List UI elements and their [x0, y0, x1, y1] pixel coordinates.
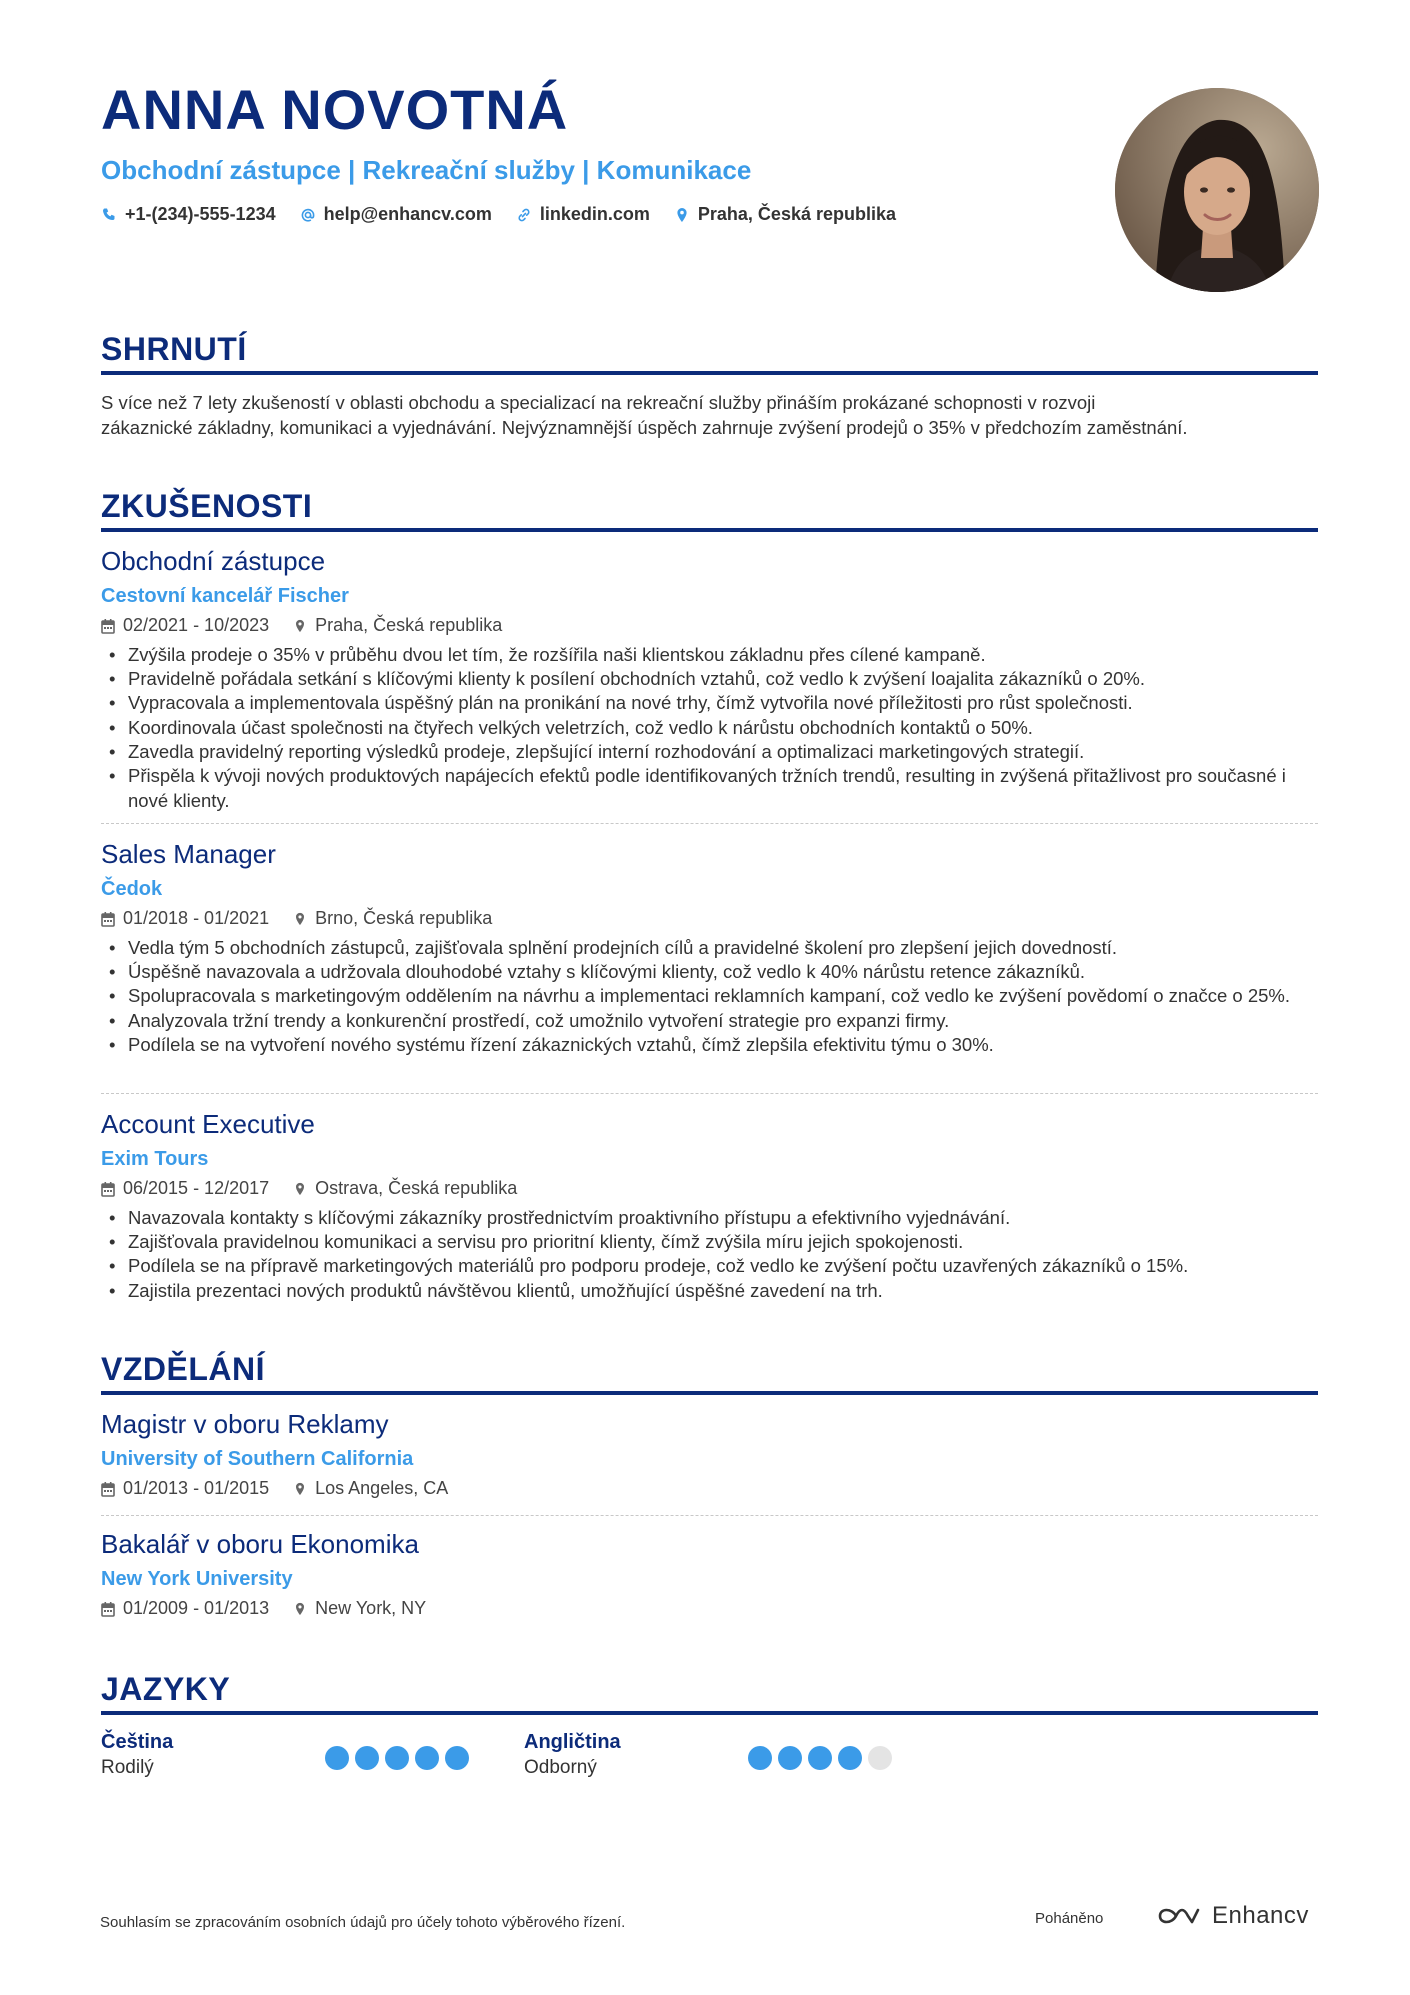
- bullet-item: • Pravidelně pořádala setkání s klíčovými klienty k posílení obchodních vztahů, což vedlo k zvýšení loajalita zákazníků o 20%.: [101, 667, 1318, 691]
- location-pin-icon: [293, 1601, 307, 1617]
- candidate-name: ANNA NOVOTNÁ: [101, 78, 569, 141]
- calendar-icon: [101, 911, 115, 927]
- job-dates: [101, 908, 269, 930]
- bullet-item: • Úspěšně navazovala a udržovala dlouhodobé vztahy s klíčovými klienty, což vedlo k 40% nárůstu retence zákazníků.: [101, 960, 1318, 984]
- bullet-item: • Spolupracovala s marketingovým oddělením na návrhu a implementaci reklamních kampaní, což vedlo ke zvýšení povědomí o značce o 25%.: [101, 984, 1318, 1008]
- language-rating: [748, 1746, 892, 1770]
- language-item: [101, 1730, 521, 1780]
- bullet-list: [101, 643, 1318, 813]
- education-entry: [101, 1529, 1318, 1620]
- linkedin-text: linkedin.com: [539, 204, 650, 224]
- company-name: Cestovní kancelář Fischer: [101, 585, 349, 608]
- job-meta: [101, 615, 1318, 637]
- language-level: Odborný: [524, 1757, 597, 1778]
- rating-dot-filled: [415, 1746, 439, 1770]
- brand-logo[interactable]: [1156, 1902, 1309, 1930]
- summary-line: S více než 7 lety zkušeností v oblasti obchodu a specializací na rekreační služby přináším prokázané schopnosti v rozvoji: [101, 392, 1096, 413]
- section-title-experience: ZKUŠENOSTI: [101, 488, 313, 524]
- consent-text: Souhlasím se zpracováním osobních údajů pro účely tohoto výběrového řízení.: [100, 1914, 626, 1931]
- calendar-icon: [101, 1181, 115, 1197]
- job-dates: [101, 1178, 269, 1200]
- contact-phone[interactable]: [101, 204, 276, 225]
- job-dates: [101, 615, 269, 637]
- location-pin-icon: [293, 911, 307, 927]
- phone-icon: [101, 207, 117, 223]
- powered-by-text: Poháněno: [1035, 1910, 1104, 1927]
- education-location: [293, 1598, 426, 1620]
- entry-divider: [101, 1093, 1318, 1094]
- rating-dot-filled: [838, 1746, 862, 1770]
- location-pin-icon: [293, 1481, 307, 1497]
- bullet-item: • Podílela se na vytvoření nového systému řízení zákaznických vztahů, čímž zlepšila efektivitu týmu o 30%.: [101, 1033, 1318, 1057]
- summary-line: zákaznické základny, komunikaci a vyjednávání. Nejvýznamnější úspěch zahrnuje zvýšení prodejů o 35% v předchozím zaměstnání.: [101, 417, 1188, 438]
- section-rule: [101, 371, 1318, 375]
- experience-entry: [101, 839, 1318, 1057]
- section-rule: [101, 1391, 1318, 1395]
- rating-dot-filled: [445, 1746, 469, 1770]
- location-pin-icon: [293, 618, 307, 634]
- bullet-item: • Přispěla k vývoji nových produktových napájecích efektů podle identifikovaných tržních trendů, resulting in zvýšená přitažlivost pro současné i nové klienty.: [101, 764, 1318, 813]
- contact-row: [101, 204, 896, 225]
- company-name: Exim Tours: [101, 1148, 209, 1171]
- portrait-image: [1115, 88, 1319, 292]
- job-location: [293, 1178, 517, 1200]
- contact-location: [674, 204, 896, 225]
- bullet-item: • Zajišťovala pravidelnou komunikaci a servisu pro prioritní klienty, čímž zvýšila míru jejich spokojenosti.: [101, 1230, 1318, 1254]
- contact-email[interactable]: [300, 204, 492, 225]
- dates-text: 06/2015 - 12/2017: [123, 1178, 270, 1199]
- location-text: New York, NY: [315, 1598, 427, 1619]
- brand-name: Enhancv: [1212, 1902, 1309, 1929]
- calendar-icon: [101, 618, 115, 634]
- education-dates: [101, 1598, 269, 1620]
- calendar-icon: [101, 1481, 115, 1497]
- calendar-icon: [101, 1601, 115, 1617]
- job-title: Sales Manager: [101, 839, 276, 869]
- phone-text: +1-(234)-555-1234: [125, 204, 276, 224]
- location-text: Praha, Česká republika: [315, 615, 503, 636]
- bullet-item: • Analyzovala tržní trendy a konkurenční prostředí, což umožnilo vytvoření strategie pro expanzi firmy.: [101, 1009, 1318, 1033]
- degree-title: Magistr v oboru Reklamy: [101, 1409, 389, 1439]
- section-title-languages: JAZYKY: [101, 1671, 231, 1707]
- bullet-item: • Zvýšila prodeje o 35% v průběhu dvou let tím, že rozšířila naši klientskou základnu přes cílené kampaně.: [101, 643, 1318, 667]
- job-location: [293, 908, 492, 930]
- language-level: Rodilý: [101, 1757, 154, 1778]
- job-title: Account Executive: [101, 1109, 315, 1139]
- bullet-item: • Podílela se na přípravě marketingových materiálů pro podporu prodeje, což vedlo ke zvýšení počtu uzavřených zákazníků o 15%.: [101, 1254, 1318, 1278]
- summary-text: [101, 390, 1318, 440]
- entry-divider: [101, 1515, 1318, 1516]
- bullet-item: • Zavedla pravidelný reporting výsledků prodeje, zlepšující interní rozhodování a optimalizaci marketingových strategií.: [101, 740, 1318, 764]
- language-name: Angličtina: [524, 1731, 621, 1753]
- email-text: help@enhancv.com: [323, 204, 492, 224]
- education-location: [293, 1478, 448, 1500]
- bullet-item: • Vedla tým 5 obchodních zástupců, zajišťovala splnění prodejních cílů a pravidelné školení pro zlepšení jejich dovedností.: [101, 936, 1318, 960]
- section-title-education: VZDĚLÁNÍ: [101, 1351, 265, 1387]
- degree-title: Bakalář v oboru Ekonomika: [101, 1529, 419, 1559]
- job-location: [293, 615, 502, 637]
- dates-text: 02/2021 - 10/2023: [123, 615, 270, 636]
- dates-text: 01/2013 - 01/2015: [123, 1478, 270, 1499]
- rating-dot-filled: [748, 1746, 772, 1770]
- dates-text: 01/2009 - 01/2013: [123, 1598, 270, 1619]
- job-meta: [101, 1178, 1318, 1200]
- company-name: Čedok: [101, 878, 163, 901]
- location-text: Ostrava, Česká republika: [315, 1178, 518, 1199]
- education-dates: [101, 1478, 269, 1500]
- school-name: University of Southern California: [101, 1448, 414, 1471]
- bullet-list: [101, 1206, 1318, 1303]
- bullet-item: • Navazovala kontakty s klíčovými zákazníky prostřednictvím proaktivního přístupu a efektivního vyjednávání.: [101, 1206, 1318, 1230]
- headline: Obchodní zástupce | Rekreační služby | Komunikace: [101, 155, 752, 185]
- enhancv-logo-icon: [1156, 1904, 1202, 1928]
- language-rating: [325, 1746, 469, 1770]
- at-icon: [300, 207, 316, 223]
- job-title: Obchodní zástupce: [101, 546, 326, 576]
- location-text: Los Angeles, CA: [315, 1478, 449, 1499]
- location-pin-icon: [293, 1181, 307, 1197]
- bullet-item: • Zajistila prezentaci nových produktů návštěvou klientů, umožňující úspěšné zavedení na trh.: [101, 1279, 1318, 1303]
- section-rule: [101, 528, 1318, 532]
- profile-photo: [1115, 88, 1319, 292]
- language-item: [524, 1730, 944, 1780]
- school-name: New York University: [101, 1568, 293, 1591]
- education-meta: [101, 1478, 1318, 1500]
- entry-divider: [101, 823, 1318, 824]
- bullet-list: [101, 936, 1318, 1057]
- education-entry: [101, 1409, 1318, 1500]
- rating-dot-filled: [385, 1746, 409, 1770]
- experience-entry: [101, 546, 1318, 813]
- dates-text: 01/2018 - 01/2021: [123, 908, 270, 929]
- rating-dot-filled: [808, 1746, 832, 1770]
- rating-dot-filled: [355, 1746, 379, 1770]
- job-meta: [101, 908, 1318, 930]
- rating-dot-filled: [778, 1746, 802, 1770]
- section-title-summary: SHRNUTÍ: [101, 331, 247, 367]
- rating-dot-empty: [868, 1746, 892, 1770]
- link-icon: [516, 207, 532, 223]
- location-text: Praha, Česká republika: [697, 204, 897, 224]
- section-rule: [101, 1711, 1318, 1715]
- bullet-item: • Vypracovala a implementovala úspěšný plán na pronikání na nové trhy, čímž vytvořila nové příležitosti pro růst společnosti.: [101, 691, 1318, 715]
- rating-dot-filled: [325, 1746, 349, 1770]
- education-meta: [101, 1598, 1318, 1620]
- location-text: Brno, Česká republika: [315, 908, 493, 929]
- contact-linkedin[interactable]: [516, 204, 650, 225]
- location-pin-icon: [674, 207, 690, 223]
- experience-entry: [101, 1109, 1318, 1303]
- bullet-item: • Koordinovala účast společnosti na čtyřech velkých veletrzích, což vedlo k nárůstu obchodních kontaktů o 50%.: [101, 716, 1318, 740]
- language-name: Čeština: [101, 1731, 174, 1753]
